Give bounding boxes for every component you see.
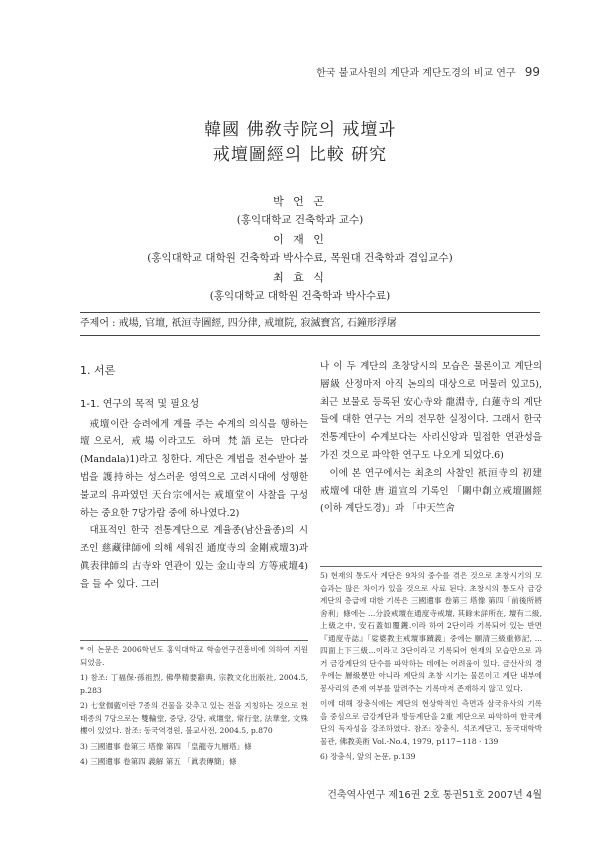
author-name-1: 박 언 곤	[273, 195, 327, 208]
footnote: 3) 三國遺事 卷第三 塔像 第四 「皇龍寺九層塔」條	[80, 741, 252, 751]
body-paragraph: 나 이 두 계단의 초창당시의 모습은 물론이고 계단의 層級 산정마저 아직 논의의 대상으로 머물러 있고5), 최근 보물로 등록된 安心寺와 龍淵寺, 白蓮寺의 계단들에 대한 연구는 거의 전무한 실정이다. 그래서 한국 전통계단이 수계보다는 사리신앙과 밀접한 연관성을 가진 것으로 파악한 연구도 나오게 되었다.6)	[320, 361, 542, 461]
section-heading: 1. 서론	[80, 364, 116, 377]
running-header	[260, 64, 540, 79]
left-column	[80, 358, 308, 594]
author-name-3: 최 효 식	[273, 271, 327, 284]
page-number: 99	[524, 65, 540, 79]
subsection-heading: 1-1. 연구의 목적 및 필요성	[80, 398, 200, 410]
footnote: 이에 대해 장충식에는 계단의 현상학적인 측면과 삼국유사의 기록을 중심으로 금강계단과 방등계단을 2重 계단으로 파악하여 한국계단의 독자성을 강조하였다. 참조: 장충식, 석조계단고, 동국대학박물관, 佛教美術 Vol.-No.4, 1979, p117~118 · 139	[320, 699, 542, 746]
running-title: 한국 불교사원의 계단과 계단도경의 비교 연구	[316, 68, 516, 79]
title-line-2: 戒壇圖經의 比較 硏究	[212, 145, 388, 165]
left-footnotes	[80, 640, 308, 772]
footnote: 5) 현재의 통도사 계단은 9차의 중수를 겪은 것으로 초창시기의 모습과는 많은 차이가 있을 것으로 사료 된다. 초창시의 통도사 금강계단의 층급에 대한 기록은 三國遺事 卷第三 塔像 第四「前後所將舍利」條에는 ...分設戒壇在通度寺戒壇, 其餘未詳所在, 壇有二級, 上級之中, 安石蓋如覆鑊.이라 하여 2단이라 기록되어 있는 반면『通度寺誌』「娑婆教主戒壇事蹟義」중에는 願清三級重修記, ...四面上下三級...이라고 3단이라고 기록되어 현재의 모습만으로 과거 금강계단의 단수를 파악하는 데에는 어려움이 있다. 금산사의 경우에는 層級뿐만 아니라 계단의 초창 시기는 물론이고 계단 내부에 봉사리의 존재 여부를 알려주는 기록마저 존재하지 않고 있다.	[320, 571, 542, 693]
journal-footer: 건축역사연구 제16권 2호 통권51호 2007년 4월	[327, 790, 542, 801]
body-paragraph: 대표적인 한국 전통계단으로 계율종(남산율종)의 시조인 慈藏律師에 의해 세워진 通度寺의 金剛戒壇3)과 眞表律師의 古寺와 연관이 있는 金山寺의 方等戒壇4)을 들 수 있다. 그러	[80, 525, 308, 590]
author-name-2: 이 재 인	[273, 233, 327, 246]
keywords-label: 주제어 :	[80, 318, 116, 329]
paper-title	[0, 118, 600, 168]
footnote: * 이 논문은 2006학년도 홍익대학교 학술연구진흥비에 의하여 지원되었음.	[80, 645, 308, 667]
footnote: 6) 장충식, 앞의 논문, p.139	[320, 752, 416, 761]
author-block	[0, 192, 600, 306]
author-affiliation-2: (홍익대학교 대학원 건축학과 박사수료, 목원대 건축학과 겸임교수)	[147, 252, 453, 264]
footnote-rule	[80, 640, 308, 641]
body-paragraph: 戒壇이란 승려에게 계를 주는 수계의 의식을 행하는 壇으로서, 戒場이라고도 하며 梵語로는 만다라(Mandala)1)라고 칭한다. 계단은 계법을 전수받아 불법을 護持하는 성스러운 영역으로 고려시대에 성행한 불교의 유파였던 天台宗에서는 戒壇堂이 사찰을 구성하는 중요한 7당가람 중에 하나였다.2)	[80, 418, 308, 519]
right-footnotes	[320, 566, 542, 767]
keywords-list: 戒場, 官壇, 祇洹寺圖經, 四分律, 戒壇院, 寂滅寶宮, 石鐘形浮屠	[118, 318, 397, 329]
footnote: 1) 참조: 丁福保·孫祖烈, 佛學精要辭典, 宗教文化出版社, 2004.5, p.283	[80, 673, 308, 695]
author-affiliation-1: (홍익대학교 건축학과 교수)	[236, 214, 364, 226]
title-line-1: 韓國 佛敎寺院의 戒壇과	[204, 120, 396, 140]
footnote: 4) 三國遺事 卷第四 義解 第五 「眞表傳簡」條	[80, 757, 237, 766]
right-column	[320, 358, 542, 518]
footnote: 2) 七堂伽藍이란 7종의 건물을 갖추고 있는 전을 지칭하는 것으로 천태종의 7당으로는 雙輪堂, 중당, 강당, 戒壇堂, 常行堂, 法華堂, 文殊樓이 있었다. 참조: 동국역경원, 불교사전, 2004.5, p.870	[80, 701, 308, 735]
body-paragraph: 이에 본 연구에서는 최초의 사찰인 祇洹寺의 初建戒壇에 대한 唐 道宣의 기록인 「關中創立戒壇圖經(이하 계단도경)」과 「中天竺舍	[320, 467, 542, 515]
footnote-rule	[320, 566, 542, 567]
author-affiliation-3: (홍익대학교 대학원 건축학과 박사수료)	[209, 290, 391, 302]
keywords-bar	[80, 312, 540, 336]
